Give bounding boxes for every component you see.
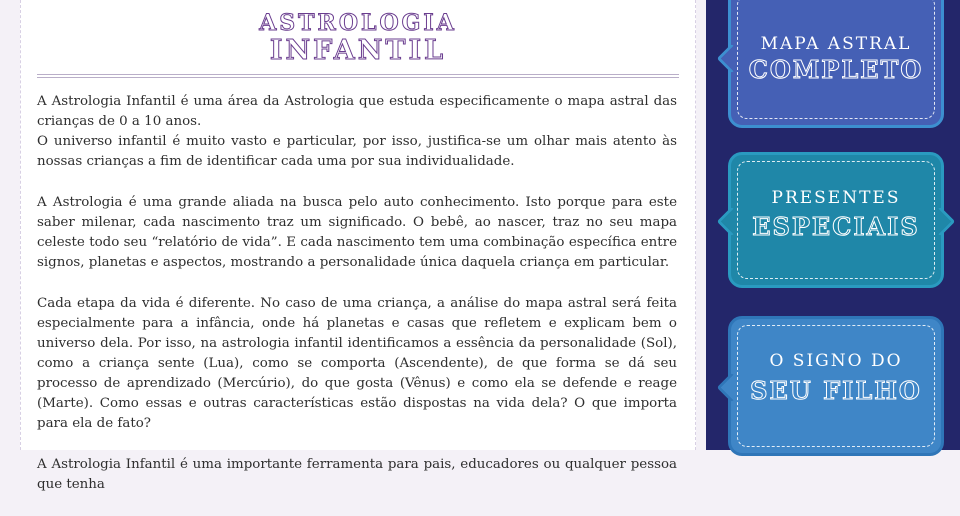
banner-signo-do-seu-filho[interactable]	[728, 316, 944, 456]
banner-line2: COMPLETO	[748, 55, 924, 84]
banner-mapa-astral-completo[interactable]	[728, 0, 944, 128]
paragraph-text: A Astrologia Infantil é uma área da Astrologia que estuda especificamente o mapa astral das crianças de 0 a 10 anos.	[37, 94, 677, 129]
banner-line1: O SIGNO DO	[769, 351, 903, 371]
main-content	[20, 0, 696, 492]
page-title-line1: ASTROLOGIA	[259, 10, 457, 36]
article-paragraph: A Astrologia Infantil é uma importante ferramenta para pais, educadores ou qualquer pessoa que tenha	[37, 457, 677, 492]
article-paragraph: A Astrologia é uma grande aliada na busca pelo auto conhecimento. Isto porque para este saber milenar, cada nascimento traz um significado. O bebê, ao nascer, traz no seu mapa celeste todo seu “relatório de vida”. E cada nascimento tem uma combinação específica entre signos, planetas e aspectos, mostrando a personalidade única daquela criança em particular.	[37, 195, 677, 270]
article-paragraph: Cada etapa da vida é diferente. No caso de uma criança, a análise do mapa astral será feita especialmente para a infância, onde há planetas e casas que refletem e explicam bem o universo dela. Por isso, na astrologia infantil identificamos a essência da personalidade (Sol), como a criança sente (Lua), como se comporta (Ascendente), de que forma se dá seu processo de aprendizado (Mercúrio), do que gosta (Vênus) e como ela se defende e reage (Marte). Como essas e outras características estão dispostas na vida dela? O que importa para ela de fato?	[37, 296, 677, 431]
article-body	[37, 92, 677, 516]
banner-line2: SEU FILHO	[750, 376, 922, 405]
article-paragraph	[37, 92, 677, 172]
paragraph-text: O universo infantil é muito vasto e particular, por isso, justifica-se um olhar mais atento às nossas crianças a fim de identificar cada uma por sua individualidade.	[37, 134, 677, 169]
banner-line1: MAPA ASTRAL	[760, 34, 912, 54]
banner-line2: ESPECIAIS	[752, 212, 920, 241]
banner-line1: PRESENTES	[771, 188, 901, 208]
title-divider	[37, 74, 679, 78]
page-title	[21, 12, 695, 64]
page-title-line2: INFANTIL	[269, 35, 447, 66]
sidebar	[706, 0, 960, 450]
banner-presentes-especiais[interactable]	[728, 152, 944, 288]
